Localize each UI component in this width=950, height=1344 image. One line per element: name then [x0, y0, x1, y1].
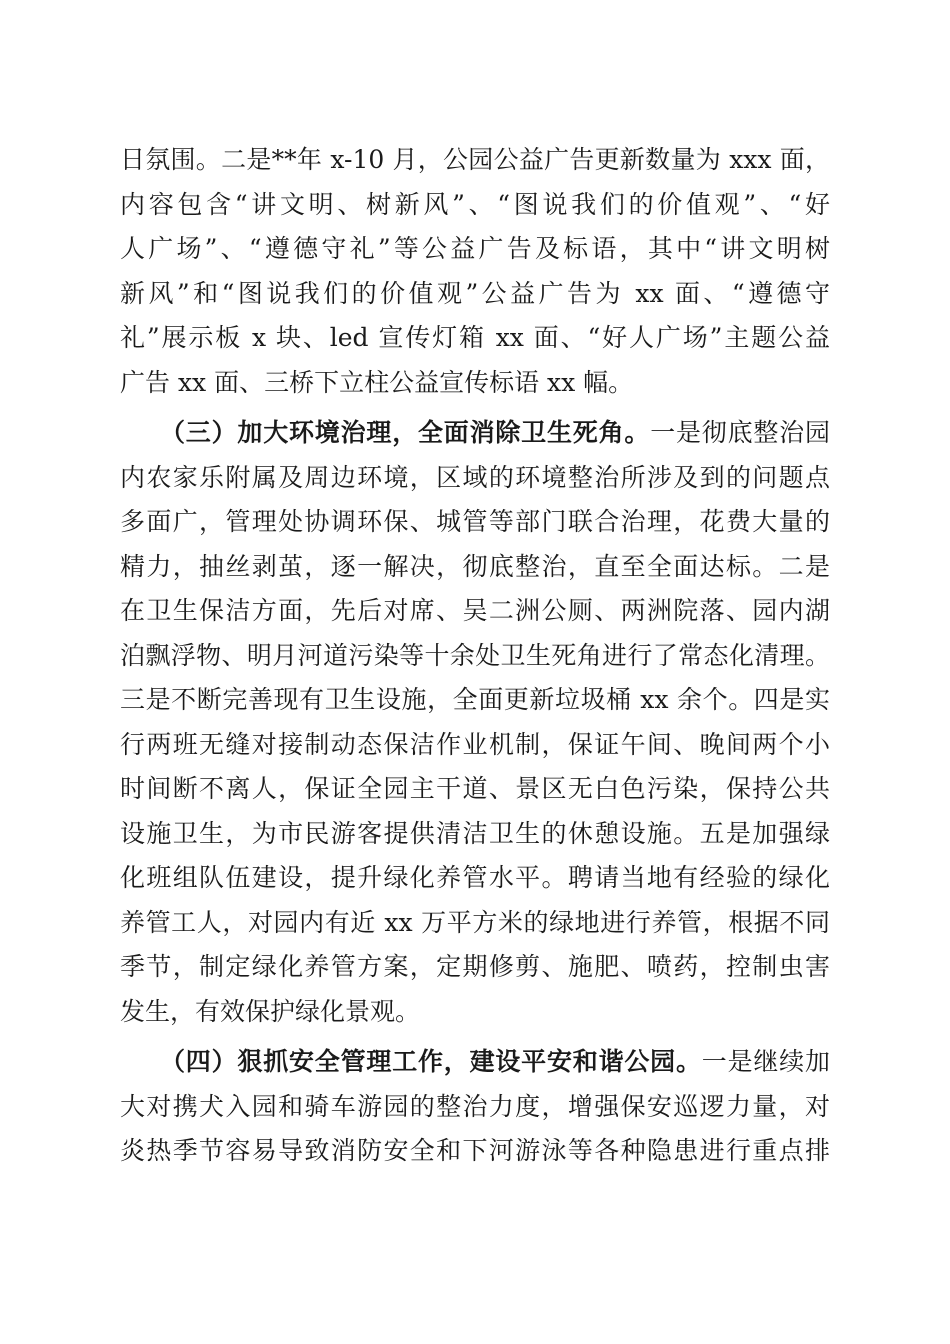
paragraph-lead-text: 一是继续加	[701, 1047, 830, 1076]
text-line: 行两班无缝对接制动态保洁作业机制，保证午间、晚间两个小	[120, 729, 830, 759]
section-heading-4: （四）狠抓安全管理工作，建设平安和谐公园。	[160, 1047, 702, 1076]
text-line: 设施卫生，为市民游客提供清洁卫生的休憩设施。五是加强绿	[120, 818, 830, 848]
text-line: 养管工人，对园内有近 xx 万平方米的绿地进行养管，根据不同	[120, 907, 830, 937]
text-line: 季节，制定绿化养管方案，定期修剪、施肥、喷药，控制虫害	[120, 952, 830, 981]
text-line: 人广场”、“遵德守礼”等公益广告及标语，其中“讲文明树	[120, 234, 830, 263]
text-line	[120, 411, 830, 456]
text-line: 炎热季节容易导致消防安全和下河游泳等各种隐患进行重点排	[120, 1136, 830, 1165]
text-line: 化班组队伍建设，提升绿化养管水平。聘请当地有经验的绿化	[120, 863, 830, 892]
text-line: 礼”展示板 x 块、led 宣传灯箱 xx 面、“好人广场”主题公益	[120, 323, 830, 352]
text-line: 大对携犬入园和骑车游园的整治力度，增强保安巡逻力量，对	[120, 1091, 830, 1121]
paragraph-public-ads	[120, 138, 830, 405]
text-line	[120, 1040, 830, 1085]
section-heading-3: （三）加大环境治理，全面消除卫生死角。	[160, 418, 651, 447]
text-line: 时间断不离人，保证全园主干道、景区无白色污染，保持公共	[120, 774, 830, 803]
text-line: 精力，抽丝剥茧，逐一解决，彻底整治，直至全面达标。二是	[120, 551, 830, 581]
paragraph-environment	[120, 411, 830, 1034]
paragraph-safety	[120, 1040, 830, 1174]
text-line: 内容包含“讲文明、树新风”、“图说我们的价值观”、“好	[120, 189, 830, 219]
text-line: 在卫生保洁方面，先后对席、吴二洲公厕、两洲院落、园内湖	[120, 596, 830, 625]
text-line: 日氛围。二是**年 x-10 月，公园公益广告更新数量为 xxx 面，	[120, 145, 830, 174]
paragraph-lead-text: 一是彻底整治园	[650, 418, 830, 447]
document-body	[120, 138, 830, 1174]
text-line: 泊飘浮物、明月河道污染等十余处卫生死角进行了常态化清理。	[120, 640, 830, 670]
text-line: 三是不断完善现有卫生设施，全面更新垃圾桶 xx 余个。四是实	[120, 685, 830, 714]
text-line: 发生，有效保护绿化景观。	[120, 996, 421, 1026]
text-line: 内农家乐附属及周边环境，区域的环境整治所涉及到的问题点	[120, 462, 830, 492]
text-line: 多面广，管理处协调环保、城管等部门联合治理，花费大量的	[120, 507, 830, 536]
text-line: 广告 xx 面、三桥下立柱公益宣传标语 xx 幅。	[120, 367, 634, 397]
text-line: 新风”和“图说我们的价值观”公益广告为 xx 面、“遵德守	[120, 278, 830, 308]
